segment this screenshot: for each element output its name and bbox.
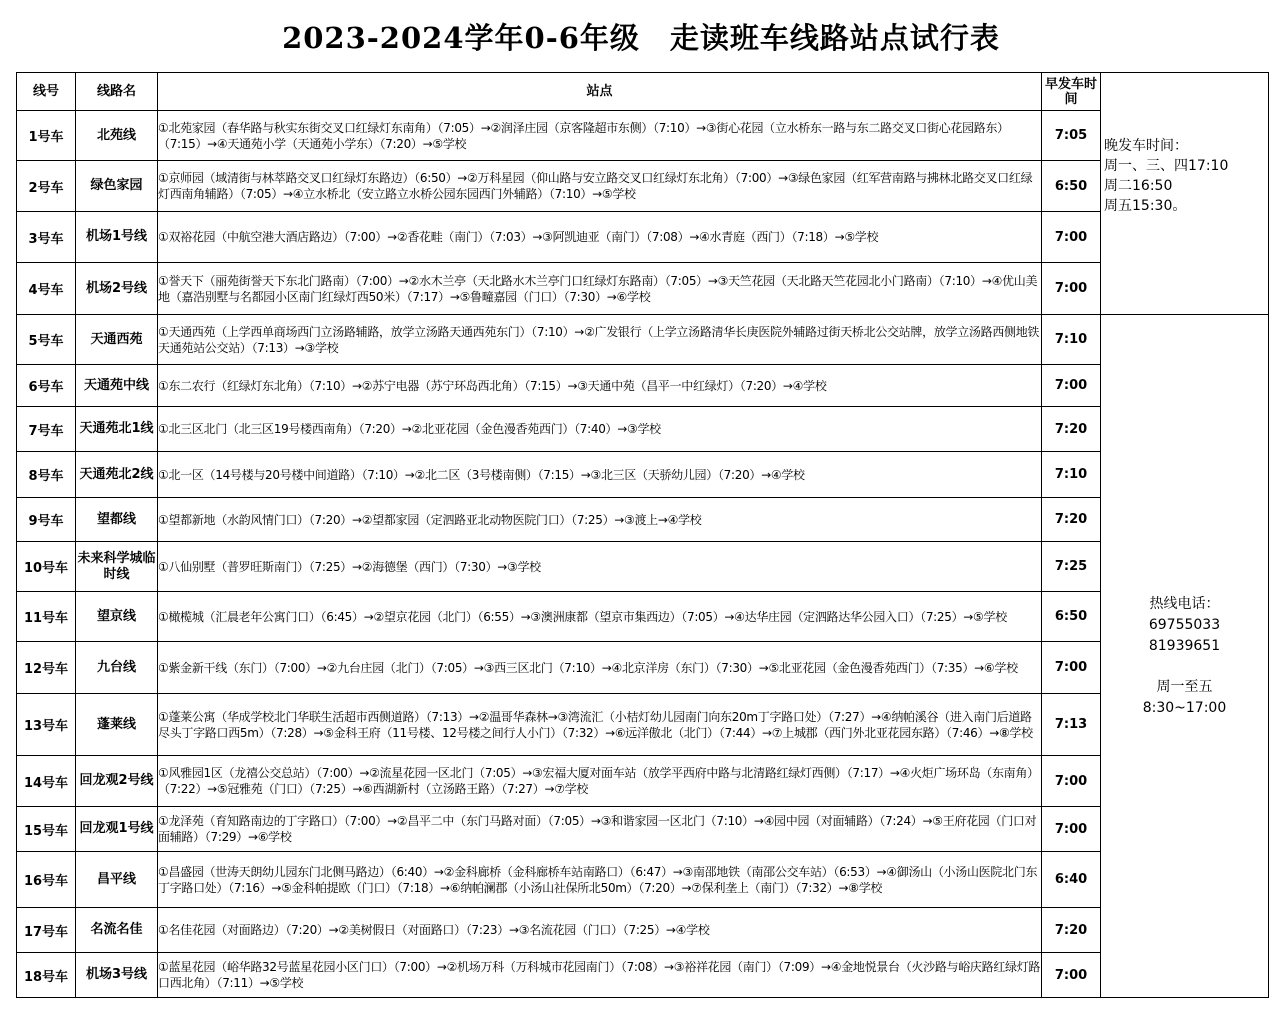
- route-name: 机场1号线: [76, 212, 158, 263]
- evening-tue: 周二16:50: [1104, 177, 1173, 194]
- route-departure-time: 6:50: [1042, 592, 1101, 642]
- header-line-no: 线号: [17, 73, 76, 111]
- route-line-no: 13号车: [17, 694, 76, 756]
- page-title: 2023-2024学年0-6年级 走读班车线路站点试行表: [282, 21, 1000, 55]
- route-stops: ①北苑家园（春华路与秋实东街交叉口红绿灯东南角）（7:05）→②润泽庄园（京客隆超市东侧）（7:10）→③街心花园（立水桥东一路与东二路交叉口街心花园路东）（7:15）→④天通苑小学（天通苑小学东）（7:20）→⑤学校: [158, 111, 1042, 161]
- route-departure-time: 7:00: [1042, 807, 1101, 852]
- hotline-days: 周一至五: [1156, 678, 1213, 695]
- route-row: [17, 694, 1269, 756]
- route-line-no: 17号车: [17, 908, 76, 953]
- route-row: [17, 263, 1269, 315]
- route-name: 机场2号线: [76, 263, 158, 315]
- route-line-no: 3号车: [17, 212, 76, 263]
- route-name: 昌平线: [76, 852, 158, 908]
- route-line-no: 4号车: [17, 263, 76, 315]
- hotline-phone-2: 81939651: [1148, 637, 1221, 654]
- route-line-no: 6号车: [17, 365, 76, 407]
- route-name: 北苑线: [76, 111, 158, 161]
- route-line-no: 1号车: [17, 111, 76, 161]
- hotline-info: [1101, 594, 1268, 719]
- route-name: 蓬莱线: [76, 694, 158, 756]
- route-departure-time: 7:00: [1042, 212, 1101, 263]
- route-name: 名流名佳: [76, 908, 158, 953]
- route-stops: ①昌盛园（世涛天朗幼儿园东门北侧马路边）（6:40）→②金科廊桥（金科廊桥车站南路口）（6:47）→③南邵地铁（南邵公交车站）（6:53）→④御汤山（小汤山医院北门东丁字路口处）（7:16）→⑤金科帕提欧（门口）（7:18）→⑥纳帕澜郡（小汤山社保所北50m）（7:20）→⑦保利垄上（南门）（7:32）→⑧学校: [158, 852, 1042, 908]
- route-line-no: 14号车: [17, 756, 76, 807]
- route-row: [17, 315, 1269, 365]
- route-name: 望都线: [76, 498, 158, 542]
- route-name: 天通苑中线: [76, 365, 158, 407]
- route-stops: ①紫金新干线（东门）（7:00）→②九台庄园（北门）（7:05）→③西三区北门（7:10）→④北京洋房（东门）（7:30）→⑤北亚花园（金色漫香苑西门）（7:35）→⑥学校: [158, 642, 1042, 694]
- route-departure-time: 7:00: [1042, 756, 1101, 807]
- route-name: 天通苑北2线: [76, 452, 158, 498]
- route-row: [17, 161, 1269, 212]
- route-row: [17, 498, 1269, 542]
- route-departure-time: 7:00: [1042, 953, 1101, 998]
- route-line-no: 18号车: [17, 953, 76, 998]
- route-stops: ①橄榄城（汇晨老年公寓门口）（6:45）→②望京花园（北门）（6:55）→③澳洲康都（望京市集西边）（7:05）→④达华庄园（定泗路达华公园入口）（7:25）→⑤学校: [158, 592, 1042, 642]
- header-route-name: 线路名: [76, 73, 158, 111]
- evening-departure-cell: [1101, 73, 1269, 315]
- route-row: [17, 908, 1269, 953]
- route-departure-time: 7:05: [1042, 111, 1101, 161]
- route-departure-time: 6:40: [1042, 852, 1101, 908]
- hotline-phone-1: 69755033: [1148, 616, 1221, 633]
- route-line-no: 9号车: [17, 498, 76, 542]
- route-row: [17, 452, 1269, 498]
- evening-label: 晚发车时间：: [1104, 137, 1188, 154]
- route-row: [17, 642, 1269, 694]
- route-name: 九台线: [76, 642, 158, 694]
- route-line-no: 10号车: [17, 542, 76, 592]
- route-line-no: 5号车: [17, 315, 76, 365]
- header-row: [17, 73, 1269, 111]
- route-departure-time: 7:20: [1042, 498, 1101, 542]
- route-name: 回龙观1号线: [76, 807, 158, 852]
- route-schedule-table: [16, 72, 1269, 998]
- route-line-no: 12号车: [17, 642, 76, 694]
- route-stops: ①双裕花园（中航空港大酒店路边）（7:00）→②香花畦（南门）（7:03）→③阿凯迪亚（南门）（7:08）→④水青庭（西门）（7:18）→⑤学校: [158, 212, 1042, 263]
- header-departure: 早发车时间: [1042, 73, 1101, 111]
- route-departure-time: 6:50: [1042, 161, 1101, 212]
- route-row: [17, 852, 1269, 908]
- route-stops: ①誉天下（丽苑街誉天下东北门路南）（7:00）→②水木兰亭（天北路水木兰亭门口红绿灯东路南）（7:05）→③天竺花园（天北路天竺花园北小门路南）（7:10）→④优山美地（嘉浩别墅与名都园小区南门红绿灯西50米）（7:17）→⑤鲁疃嘉园（门口）（7:30）→⑥学校: [158, 263, 1042, 315]
- route-stops: ①望都新地（水韵风情门口）（7:20）→②望都家园（定泗路亚北动物医院门口）（7:25）→③渡上→④学校: [158, 498, 1042, 542]
- route-stops: ①北三区北门（北三区19号楼西南角）（7:20）→②北亚花园（金色漫香苑西门）（7:40）→③学校: [158, 407, 1042, 452]
- route-departure-time: 7:00: [1042, 263, 1101, 315]
- route-departure-time: 7:20: [1042, 908, 1101, 953]
- route-row: [17, 111, 1269, 161]
- route-line-no: 16号车: [17, 852, 76, 908]
- route-name: 未来科学城临时线: [76, 542, 158, 592]
- route-stops: ①风雅园1区（龙禧公交总站）（7:00）→②流星花园一区北门（7:05）→③宏福大厦对面车站（放学平西府中路与北清路红绿灯西侧）（7:17）→④火炬广场环岛（东南角）（7:22）→⑤冠雅苑（门口）（7:25）→⑥西湖新村（立汤路王路）（7:27）→⑦学校: [158, 756, 1042, 807]
- route-stops: ①天通西苑（上学西单商场西门立汤路辅路，放学立汤路天通西苑东门）（7:10）→②广发银行（上学立汤路清华长庚医院外辅路过街天桥北公交站牌，放学立汤路西侧地铁天通苑站公交站）（7:13）→③学校: [158, 315, 1042, 365]
- route-line-no: 7号车: [17, 407, 76, 452]
- hotline-cell: [1101, 315, 1269, 998]
- route-line-no: 11号车: [17, 592, 76, 642]
- route-stops: ①东二农行（红绿灯东北角）（7:10）→②苏宁电器（苏宁环岛西北角）（7:15）→③天通中苑（昌平一中红绿灯）（7:20）→④学校: [158, 365, 1042, 407]
- route-line-no: 15号车: [17, 807, 76, 852]
- evening-departure-info: [1101, 136, 1268, 216]
- hotline-hours: 8:30~17:00: [1142, 699, 1227, 716]
- route-name: 天通苑北1线: [76, 407, 158, 452]
- route-departure-time: 7:20: [1042, 407, 1101, 452]
- route-name: 绿色家园: [76, 161, 158, 212]
- route-stops: ①蓝星花园（峪华路32号蓝星花园小区门口）（7:00）→②机场万科（万科城市花园南门）（7:08）→③裕祥花园（南门）（7:09）→④金地悦景台（火沙路与峪庆路红绿灯路口西北角）（7:11）→⑤学校: [158, 953, 1042, 998]
- route-departure-time: 7:00: [1042, 365, 1101, 407]
- route-row: [17, 365, 1269, 407]
- route-name: 机场3号线: [76, 953, 158, 998]
- route-departure-time: 7:10: [1042, 452, 1101, 498]
- route-name: 回龙观2号线: [76, 756, 158, 807]
- header-stops: 站点: [158, 73, 1042, 111]
- route-row: [17, 953, 1269, 998]
- route-stops: ①北一区（14号楼与20号楼中间道路）（7:10）→②北二区（3号楼南侧）（7:15）→③北三区（天骄幼儿园）（7:20）→④学校: [158, 452, 1042, 498]
- route-departure-time: 7:25: [1042, 542, 1101, 592]
- route-stops: ①龙泽苑（育知路南边的丁字路口）（7:00）→②昌平二中（东门马路对面）（7:05）→③和谐家园一区北门（7:10）→④园中园（对面辅路）（7:24）→⑤王府花园（门口对面辅路）（7:29）→⑥学校: [158, 807, 1042, 852]
- route-row: [17, 756, 1269, 807]
- route-line-no: 2号车: [17, 161, 76, 212]
- route-row: [17, 592, 1269, 642]
- route-departure-time: 7:13: [1042, 694, 1101, 756]
- route-stops: ①蓬莱公寓（华成学校北门华联生活超市西侧道路）（7:13）→②温哥华森林→③湾流汇（小桔灯幼儿园南门向东20m丁字路口处）（7:27）→④纳帕溪谷（进入南门后道路尽头丁字路口西5m）（7:28）→⑤金科王府（11号楼、12号楼之间行人小门）（7:32）→⑥远洋傲北（北门）（7:44）→⑦上城郡（西门外北亚花园东路）（7:46）→⑧学校: [158, 694, 1042, 756]
- evening-fri: 周五15:30。: [1104, 197, 1187, 214]
- route-name: 天通西苑: [76, 315, 158, 365]
- route-stops: ①京师园（域清街与林萃路交叉口红绿灯东路边）（6:50）→②万科星园（仰山路与安立路交叉口红绿灯东北角）（7:00）→③绿色家园（红军营南路与拂林北路交叉口红绿灯西南角辅路）（7:05）→④立水桥北（安立路立水桥公园东园西门外辅路）（7:10）→⑤学校: [158, 161, 1042, 212]
- route-row: [17, 212, 1269, 263]
- hotline-label: 热线电话：: [1149, 595, 1220, 612]
- route-stops: ①八仙别墅（普罗旺斯南门）（7:25）→②海德堡（西门）（7:30）→③学校: [158, 542, 1042, 592]
- route-row: [17, 407, 1269, 452]
- route-row: [17, 807, 1269, 852]
- route-departure-time: 7:00: [1042, 642, 1101, 694]
- route-line-no: 8号车: [17, 452, 76, 498]
- evening-mon-wed-thu: 周一、三、四17:10: [1104, 157, 1229, 174]
- route-row: [17, 542, 1269, 592]
- route-departure-time: 7:10: [1042, 315, 1101, 365]
- route-name: 望京线: [76, 592, 158, 642]
- route-stops: ①名佳花园（对面路边）（7:20）→②美树假日（对面路口）（7:23）→③名流花园（门口）（7:25）→④学校: [158, 908, 1042, 953]
